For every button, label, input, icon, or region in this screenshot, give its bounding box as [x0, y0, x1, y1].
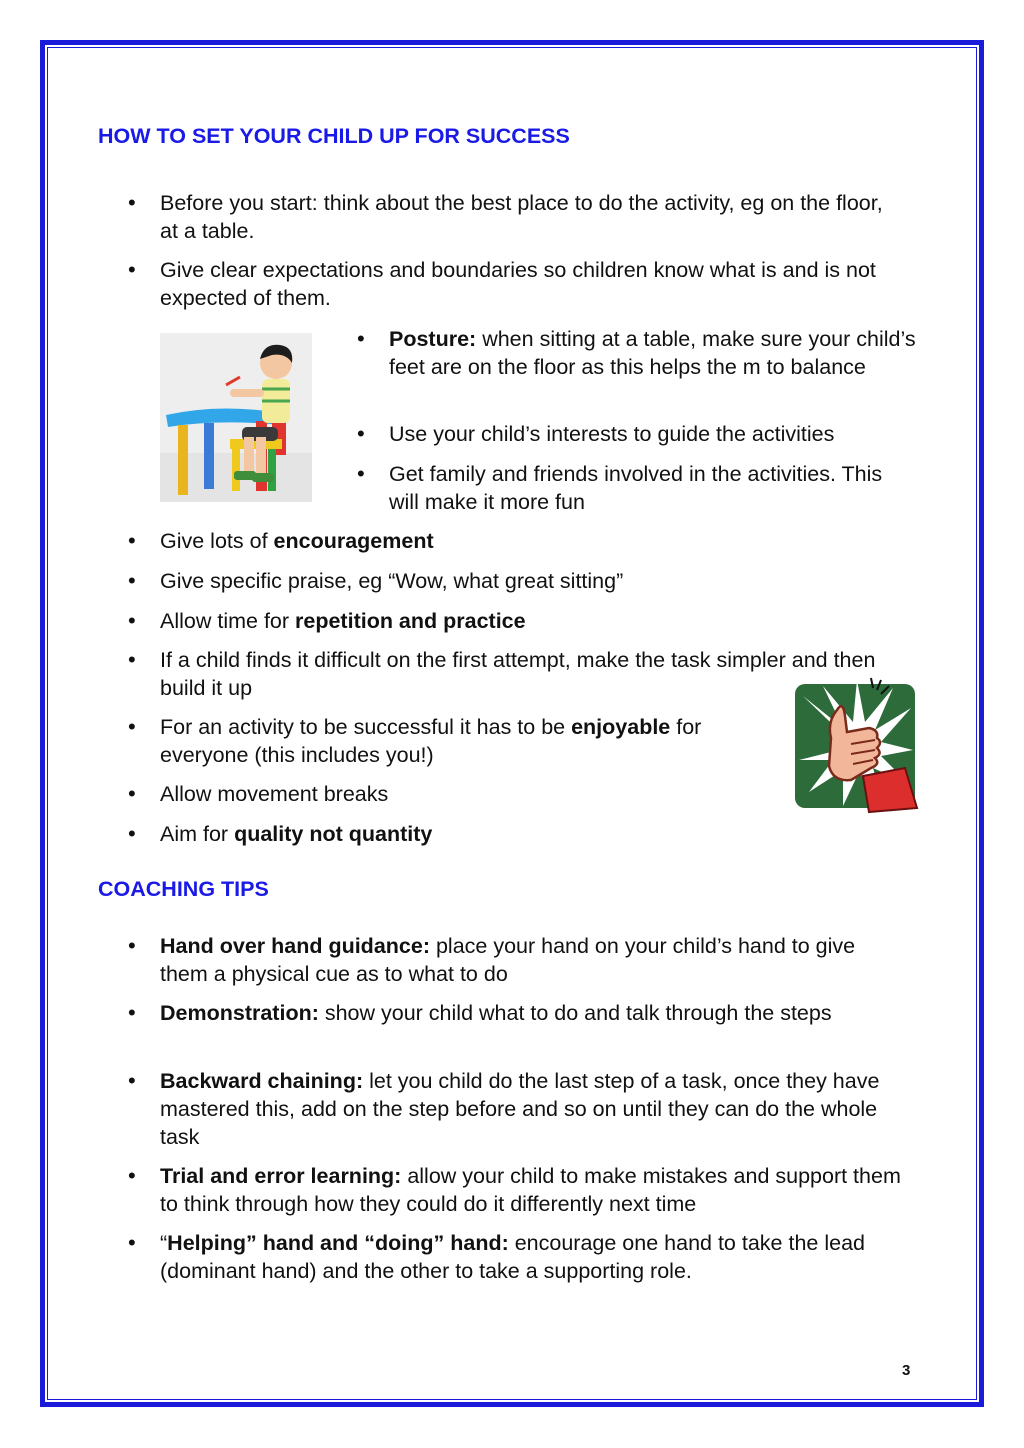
bullet-before-start [160, 189, 905, 245]
thumbs-up-icon [793, 676, 919, 814]
bullet-helping-doing-bold: Helping” hand and “doing” hand: [167, 1231, 509, 1255]
bullet-encouragement-bold: encouragement [273, 529, 434, 553]
bullet-enjoyable [160, 713, 785, 769]
bullet-enjoyable-bold: enjoyable [571, 715, 671, 739]
bullet-repetition [160, 607, 900, 635]
bullet-helping-doing-quote: “ [160, 1231, 168, 1255]
bullet-before-start-text: Before you start: think about the best place to do the activity, eg on the floor, at a table. [160, 191, 883, 243]
bullet-helping-doing [160, 1229, 910, 1285]
bullet-enjoyable-text-end: for everyone (this includes you!) [160, 715, 702, 767]
bullet-family [389, 460, 909, 516]
bullet-quality-bold: quality not quantity [234, 822, 433, 846]
bullet-encouragement [160, 527, 900, 555]
bullet-demonstration-text: show your child what to do and talk through the steps [318, 1001, 832, 1025]
bullet-hand-over-hand-bold: Hand over hand guidance: [160, 934, 430, 958]
bullet-praise [160, 567, 900, 595]
bullet-demonstration [160, 999, 880, 1027]
bullet-quality [160, 820, 760, 848]
bullet-posture [389, 325, 919, 381]
bullet-demonstration-bold: Demonstration: [160, 1001, 319, 1025]
bullet-family-text: Get family and friends involved in the activities. This will make it more fun [389, 462, 883, 514]
bullet-encouragement-text: Give lots of [160, 529, 274, 553]
bullet-difficult-text: If a child finds it difficult on the first attempt, make the task simpler and then build it up [160, 648, 876, 700]
bullet-helping-doing-text: encourage one hand to take the lead (dominant hand) and the other to take a supporting role. [160, 1231, 865, 1283]
child-sitting-at-table-photo [160, 333, 312, 502]
bullet-repetition-text: Allow time for [160, 609, 296, 633]
bullet-backward-chaining-text: let you child do the last step of a task, once they have mastered this, add on the step before and so on until they can do the whole task [160, 1069, 880, 1149]
bullet-posture-bold: Posture: [389, 327, 477, 351]
bullet-backward-chaining-bold: Backward chaining: [160, 1069, 364, 1093]
bullet-hand-over-hand-text: place your hand on your child’s hand to give them a physical cue as to what to do [160, 934, 856, 986]
bullet-backward-chaining [160, 1067, 915, 1151]
bullet-movement [160, 780, 760, 808]
bullet-trial-error-bold: Trial and error learning: [160, 1164, 402, 1188]
bullet-expectations [160, 256, 910, 312]
bullet-praise-text: Give specific praise, eg “Wow, what great sitting” [160, 569, 624, 593]
bullet-hand-over-hand [160, 932, 905, 988]
heading-success: HOW TO SET YOUR CHILD UP FOR SUCCESS [98, 124, 570, 148]
bullet-interests-text: Use your child’s interests to guide the activities [389, 422, 835, 446]
heading-coaching: COACHING TIPS [98, 877, 269, 901]
bullet-repetition-bold: repetition and practice [295, 609, 526, 633]
page-number: 3 [902, 1362, 911, 1379]
bullet-enjoyable-text: For an activity to be successful it has to be [160, 715, 572, 739]
bullet-movement-text: Allow movement breaks [160, 782, 389, 806]
bullet-interests [389, 420, 919, 448]
bullet-posture-text: when sitting at a table, make sure your child’s feet are on the floor as this helps the m to balance [389, 327, 916, 379]
bullet-trial-error-text: allow your child to make mistakes and support them to think through how they could do it differently next time [160, 1164, 901, 1216]
bullet-quality-text: Aim for [160, 822, 235, 846]
bullet-expectations-text: Give clear expectations and boundaries so children know what is and is not expected of them. [160, 258, 876, 310]
bullet-trial-error [160, 1162, 920, 1218]
